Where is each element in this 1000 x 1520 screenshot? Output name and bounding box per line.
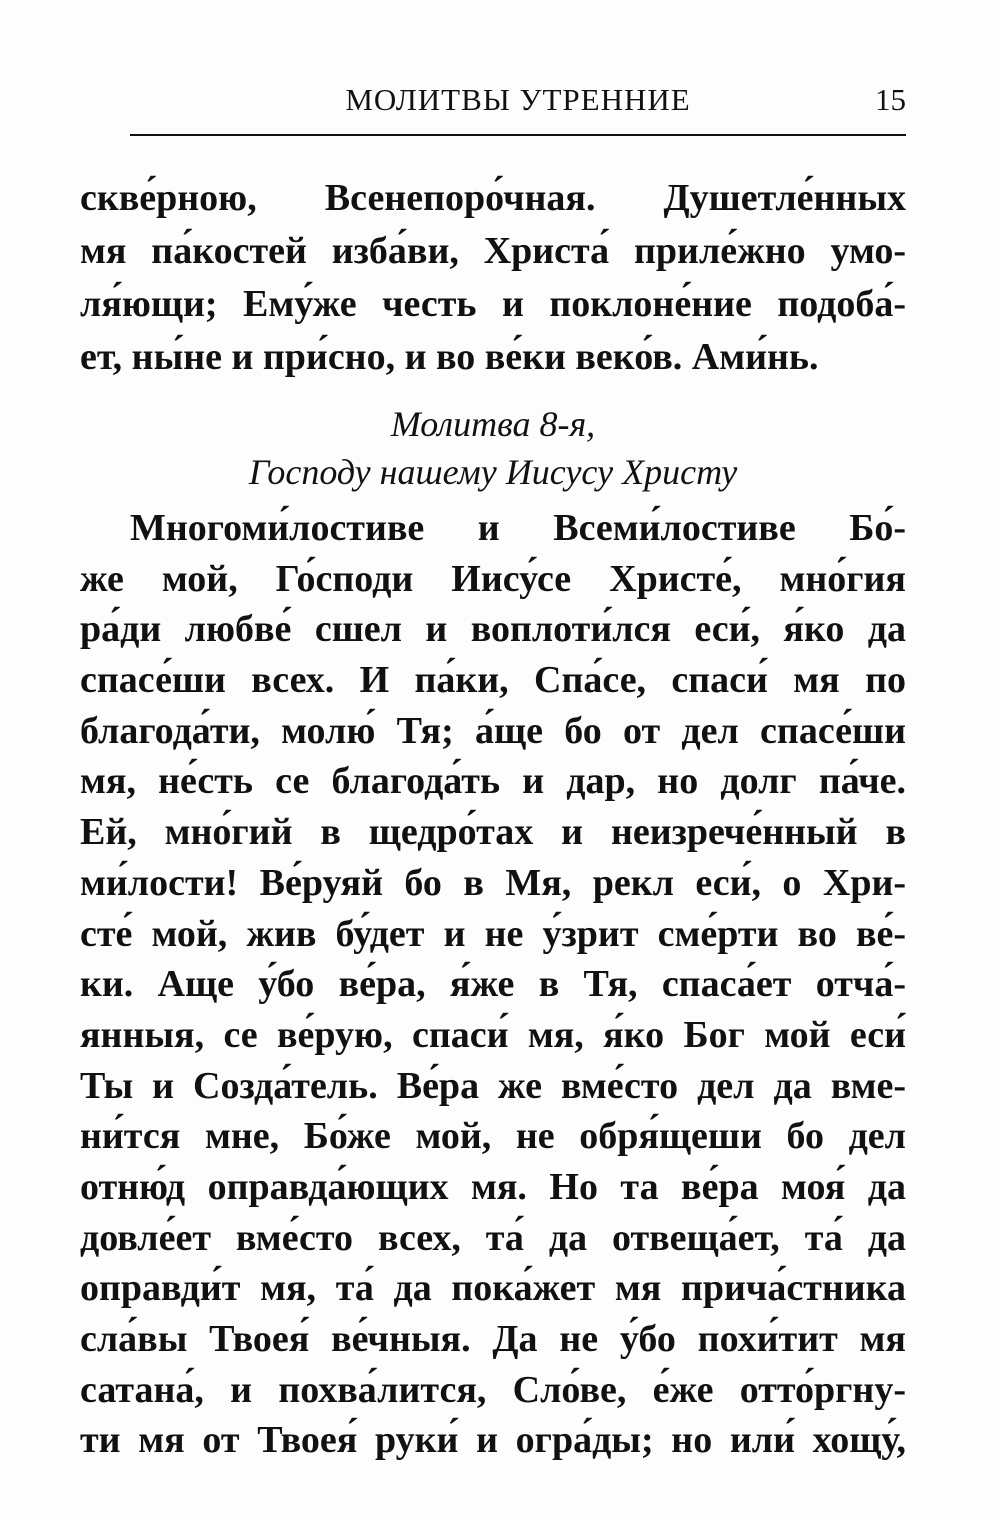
text-line: благода́ти, молю́ Тя; а́ще бо от дел спасе́ши — [80, 709, 906, 752]
text-line: Многоми́лостиве и Всеми́лостиве Бо́- — [130, 507, 906, 549]
text-line: ти мя от Твоея́ руки́ и огра́ды; но или́ хощу́, — [80, 1419, 906, 1462]
text-line: ни́тся мне, Бо́же мой, не обря́щеши бо дел — [80, 1115, 906, 1158]
text-line: ки. Аще у́бо ве́ра, я́же в Тя, спаса́ет отча́- — [80, 963, 906, 1006]
text-line: отню́д оправда́ющих мя. Но та ве́ра моя́ да — [80, 1165, 906, 1208]
text-line: ет, ны́не и при́сно, и во ве́ки веко́в. Ами́нь. — [80, 336, 819, 378]
text-line: оправди́т мя, та́ да пока́жет мя прича́стника — [80, 1267, 906, 1310]
header-divider — [130, 134, 906, 136]
running-header — [130, 82, 906, 132]
text-line: сте́ мой, жив бу́дет и не у́зрит сме́рти во ве́- — [80, 912, 906, 955]
text-line: сатана́, и похва́лится, Сло́ве, е́же отто́ргну- — [80, 1368, 906, 1411]
running-header-title: МОЛИТВЫ УТРЕННИЕ — [345, 82, 691, 117]
text-line: янныя, се ве́рую, спаси́ мя, я́ко Бог мой еси́ — [80, 1013, 906, 1056]
text-line: скве́рною, Всенепоро́чная. Душетле́нных — [80, 177, 906, 219]
text-line: довле́ет вме́сто всех, та́ да отвеща́ет, та́ да — [80, 1216, 906, 1259]
text-line: мя, не́сть се благода́ть и дар, но долг па́че. — [80, 760, 906, 803]
page-number: 15 — [875, 82, 906, 117]
preceding-prayer-ending — [80, 172, 906, 384]
prayer-heading — [80, 400, 906, 496]
text-line: Ей, мно́гий в щедро́тах и неизрече́нный в — [80, 811, 906, 854]
prayer-body — [80, 503, 906, 1466]
text-line: же мой, Го́споди Иису́се Христе́, мно́гия — [80, 557, 906, 600]
text-line: ра́ди любве́ сшел и воплоти́лся еси́, я́ко да — [80, 608, 906, 651]
text-line: ля́ющи; Ему́же честь и поклоне́ние подоба́- — [80, 283, 906, 325]
text-line: спасе́ши всех. И па́ки, Спа́се, спаси́ мя по — [80, 659, 906, 702]
text-line: Ты и Созда́тель. Ве́ра же вме́сто дел да вме- — [80, 1064, 906, 1107]
prayer-heading-dedication: Господу нашему Иисусу Христу — [248, 452, 738, 492]
text-line: ми́лости! Ве́руяй бо в Мя, рекл еси́, о Хри- — [80, 861, 906, 904]
text-line: сла́вы Твоея́ ве́чныя. Да не у́бо похи́тит мя — [80, 1318, 906, 1360]
prayer-heading-number: Молитва 8-я, — [390, 404, 596, 444]
text-line: мя па́костей изба́ви, Христа́ приле́жно умо- — [80, 230, 906, 272]
